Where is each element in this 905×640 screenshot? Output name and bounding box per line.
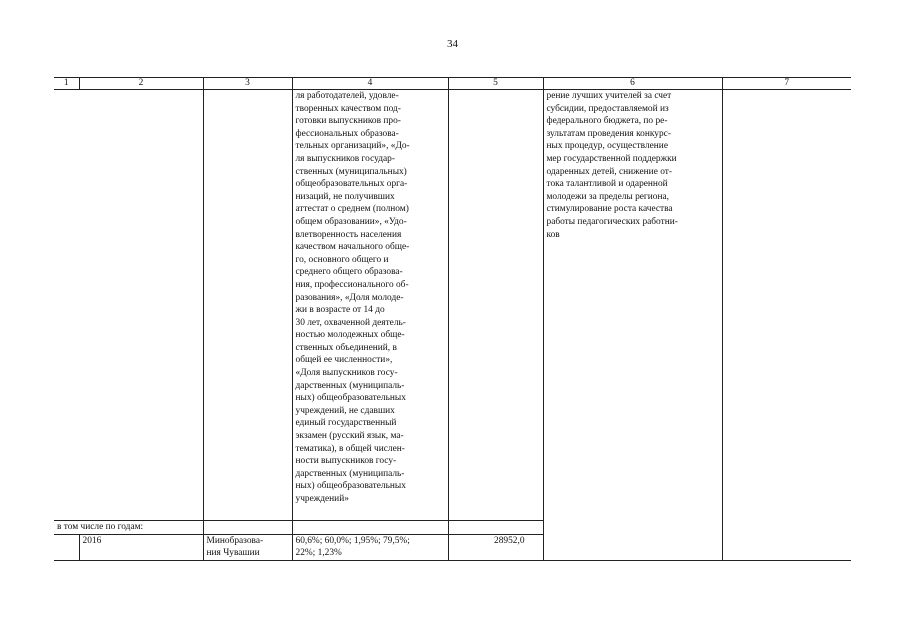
table-row [54, 90, 851, 521]
indicators-description-cell: ля работодателей, удовле- творенных качеством под- готовки выпускников про- фессиональных образова- тельных организаций», «До- ля выпускников государ- ственных (муниципальных) общеобразовательных орга- низаций, не получивших аттестат о среднем (полном) общем образовании», «Удо- влетворенность населения качеством начального обще- го, основного общего и среднего общего образова- ния, профессионального об- разования», «Доля молоде- жи в возрасте от 14 до 30 лет, охваченной деятель- ностью молодежных обще- ственных объединений, в общей ее численности», «Доля выпускников госу- дарственных (муниципаль- ных) общеобразовательных учреждений, не сдавших единый государственный экзамен (русский язык, ма- тематика), в общей числен- ности выпускников госу- дарственных (муниципаль- ных) общеобразовательных учреждений» [292, 90, 448, 521]
empty-cell [203, 90, 292, 521]
column-number-3: 3 [203, 78, 292, 90]
column-number-5: 5 [448, 78, 543, 90]
empty-cell [448, 90, 543, 521]
page-number: 34 [447, 38, 458, 50]
column-number-4: 4 [292, 78, 448, 90]
column-number-7: 7 [722, 78, 851, 90]
indicator-values-cell: 60,6%; 60,0%; 1,95%; 79,5%; 22%; 1,23% [292, 534, 448, 560]
year-cell: 2016 [79, 534, 203, 560]
empty-cell [448, 521, 543, 535]
by-years-label: в том числе по годам: [54, 521, 203, 535]
executor-cell: Минобразова- ния Чувашии [203, 534, 292, 560]
amount-cell: 28952,0 [448, 534, 543, 560]
program-table [54, 77, 851, 561]
empty-cell [54, 534, 79, 560]
empty-cell [203, 521, 292, 535]
column-number-row [54, 78, 851, 90]
empty-cell [54, 90, 203, 521]
column-number-2: 2 [79, 78, 203, 90]
expected-results-cell: рение лучших учителей за счет субсидии, предоставляемой из федерального бюджета, по ре- зультатам проведения конкурс- ных процедур, осуществление мер государственной поддержки одаренных детей, снижение от- тока талантливой и одаренной молодежи за пределы региона, стимулирование роста качества работы педагогических работни- ков [543, 90, 722, 561]
empty-cell [292, 521, 448, 535]
column-number-1: 1 [54, 78, 79, 90]
column-number-6: 6 [543, 78, 722, 90]
empty-cell [722, 90, 851, 561]
